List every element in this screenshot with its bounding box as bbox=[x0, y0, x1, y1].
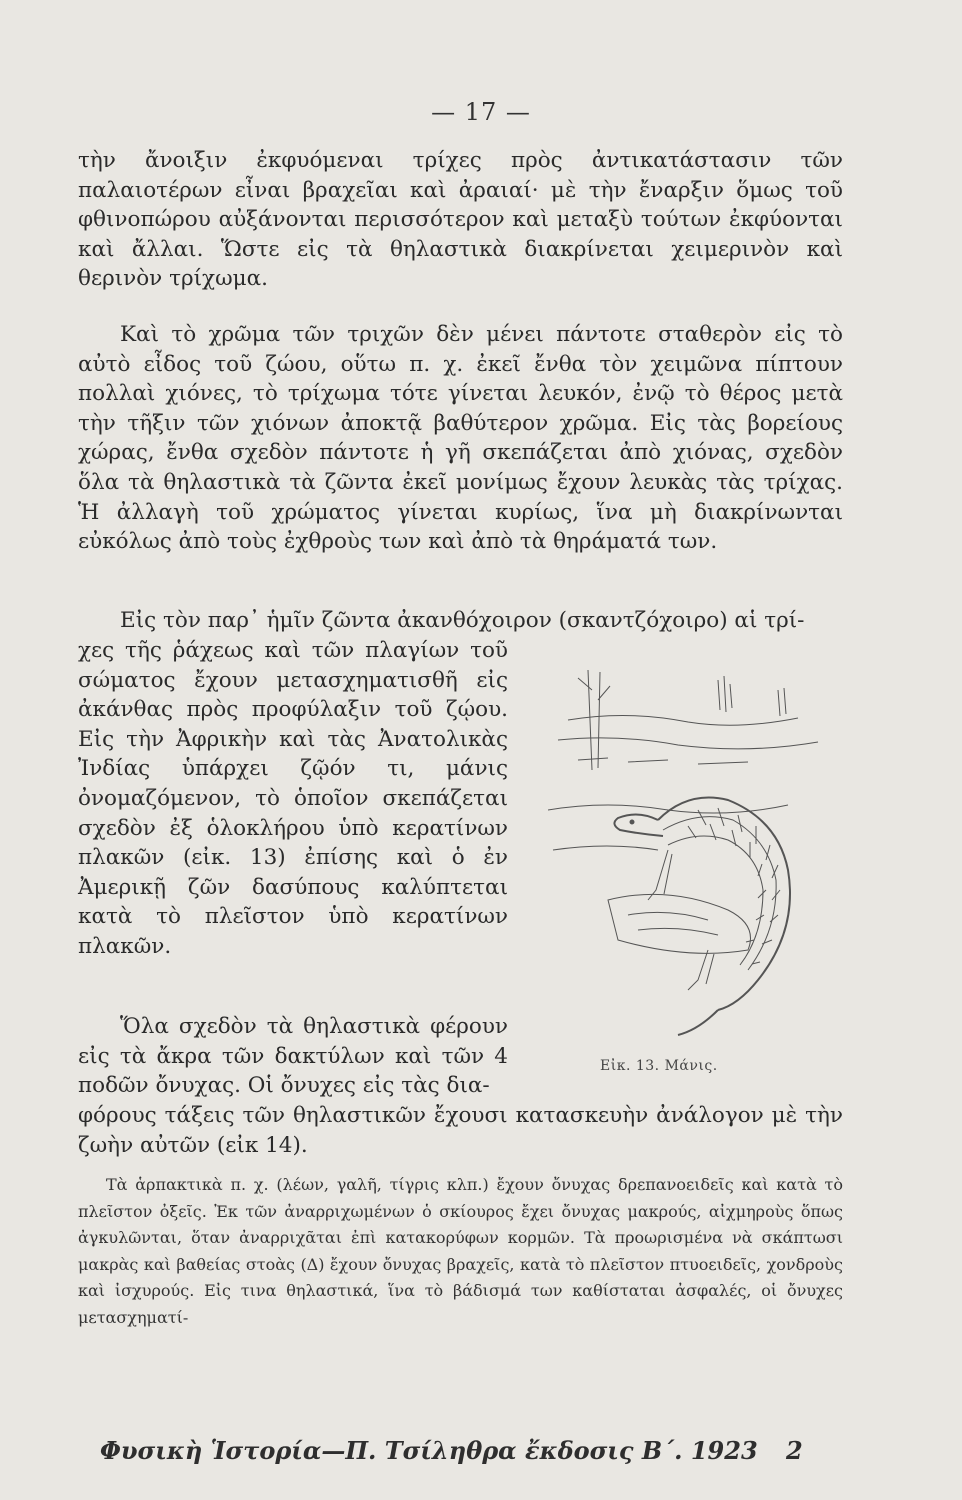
page-number: — 17 — bbox=[431, 98, 531, 126]
pangolin-figure bbox=[548, 650, 850, 1040]
paragraph-5: φόρους τάξεις τῶν θηλαστικῶν ἔχουσι κατασκευὴν ἀνάλογον μὲ τὴν ζωὴν αὐτῶν (εἰκ 14). bbox=[78, 1103, 843, 1158]
pangolin-illustration bbox=[548, 650, 850, 1040]
column-text-2: Ὅλα σχεδὸν τὰ θηλαστικὰ φέρουν εἰς τὰ ἄκρα τῶν δακτύλων καὶ τῶν 4 ποδῶν ὄνυχας. Οἱ ὄνυχες εἰς τὰς δια- bbox=[78, 1014, 508, 1099]
paragraph-1: τὴν ἄνοιξιν ἐκφυόμεναι τρίχες πρὸς ἀντικατάστασιν τῶν παλαιοτέρων εἶναι βραχεῖαι καὶ ἀραιαί· μὲ τὴν ἔναρξιν ὅμως τοῦ φθινοπώρου αὐξάνονται περισσότερον καὶ μεταξὺ τούτων ἐκφύονται καὶ ἄλλαι. Ὥστε εἰς τὰ θηλαστικὰ διακρίνεται χειμερινὸν καὶ θερινὸν τρίχωμα. bbox=[78, 148, 843, 292]
paragraph-3: Εἰς τὸν παρ᾽ ἡμῖν ζῶντα ἀκανθόχοιρον (σκαντζόχοιρο) αἱ τρί- bbox=[120, 608, 805, 633]
small-print-paragraph: Τὰ ἁρπακτικὰ π. χ. (λέων, γαλῆ, τίγρις κλπ.) ἔχουν ὄνυχας δρεπανοειδεῖς καὶ κατὰ τὸ πλεῖστον ὀξεῖς. Ἐκ τῶν ἀναρριχωμένων ὁ σκίουρος ἔχει ὄνυχας μακρούς, αἰχμηροὺς ὅπως ἀγκυλῶνται, ὅταν ἀναρριχᾶται ἐπὶ κατακορύφων κορμῶν. Τὰ προωρισμένα νὰ σκάπτωσι μακρὰς καὶ βαθείας στοὰς (Δ) ἔχουν ὄνυχας βραχεῖς, κατὰ τὸ πλεῖστον πτυοειδεῖς, χονδροὺς καὶ ἰσχυρούς. Εἰς τινα θηλαστικά, ἵνα τὸ βάδισμά των καθίσταται ἀσφαλές, οἱ ὄνυχες μετασχηματί- bbox=[78, 1175, 843, 1327]
paragraph-2: Καὶ τὸ χρῶμα τῶν τριχῶν δὲν μένει πάντοτε σταθερὸν εἰς τὸ αὐτὸ εἶδος τοῦ ζώου, οὕτω π. χ. ἐκεῖ ἔνθα τὸν χειμῶνα πίπτουν πολλαὶ χιόνες, τὸ τρίχωμα τότε γίνεται λευκόν, ἐνῷ τὸ θέρος μετὰ τὴν τῆξιν τῶν χιόνων ἀποκτᾷ βαθύτερον χρῶμα. Εἰς τὰς βορείους χώρας, ἔνθα σχεδὸν πάντοτε ἡ γῆ σκεπάζεται ἀπὸ χιόνας, σχεδὸν ὅλα τὰ θηλαστικὰ τὰ ζῶντα ἐκεῖ μονίμως ἔχουν λευκὰς τὰς τρίχας. Ἡ ἀλλαγὴ τοῦ χρώματος γίνεται κυρίως, ἵνα μὴ διακρίνωνται εὐκόλως ἀπὸ τοὺς ἐχθροὺς των καὶ ἀπὸ τὰ θηράματά των. bbox=[78, 322, 843, 555]
footer-title: Φυσικὴ Ἱστορία—Π. Τσίληθρα ἔκδοσις Β΄. 1923 bbox=[100, 1436, 758, 1465]
signature-mark: 2 bbox=[786, 1436, 803, 1465]
figure-caption: Εἰκ. 13. Μάνις. bbox=[600, 1058, 718, 1074]
column-text-1: χες τῆς ῥάχεως καὶ τῶν πλαγίων τοῦ σώματος ἔχουν μετασχηματισθῆ εἰς ἀκάνθας πρὸς προφύλαξιν τοῦ ζῴου. Εἰς τὴν Ἀφρικὴν καὶ τὰς Ἀνατολικὰς Ἰνδίας ὑπάρχει ζῷόν τι, μάνις ὀνομαζόμενον, τὸ ὁποῖον σκεπάζεται σχεδὸν ἐξ ὁλοκλήρου ὑπὸ κερατίνων πλακῶν (εἰκ. 13) ἐπίσης καὶ ὁ ἐν Ἀμερικῇ ζῶν δασύπους καλύπτεται κατὰ τὸ πλεῖστον ὑπὸ κερατίνων πλακῶν. bbox=[78, 638, 508, 959]
